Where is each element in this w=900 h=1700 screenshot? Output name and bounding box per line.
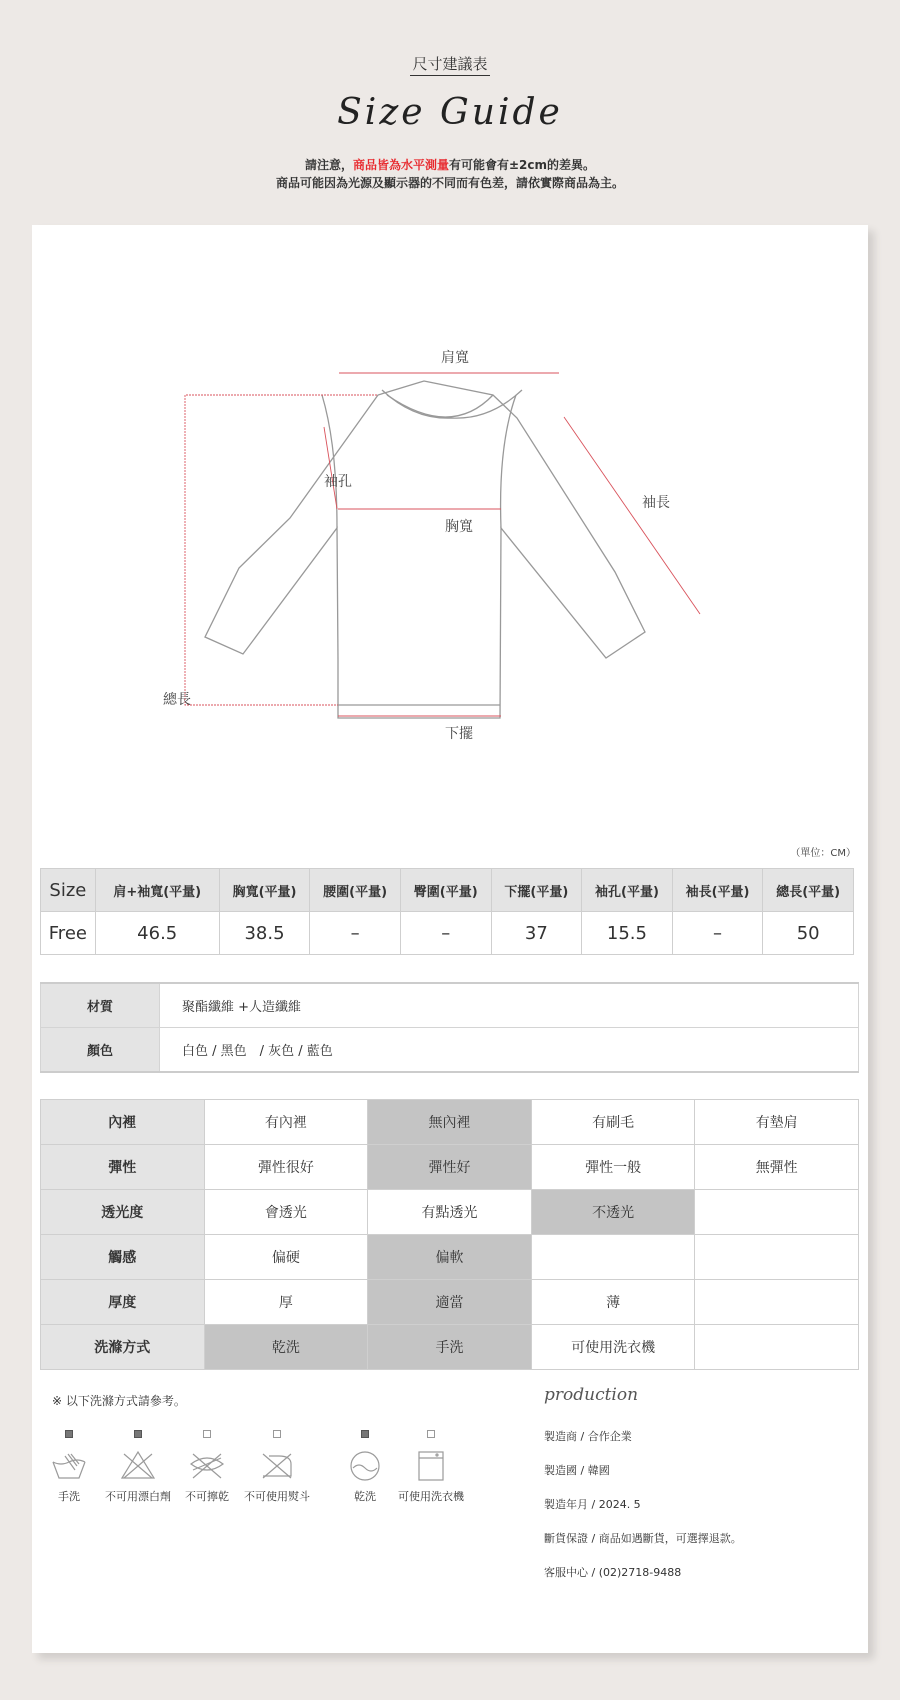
washing-label: 可使用洗衣機 xyxy=(398,1490,464,1503)
attribute-option xyxy=(695,1190,859,1235)
size-value-cell: 15.5 xyxy=(582,912,673,955)
garment-diagram xyxy=(32,225,868,785)
checkbox-icon xyxy=(427,1430,435,1438)
size-header-cell: 臀圍(平量) xyxy=(400,869,491,912)
production-line: 製造商 / 合作企業 xyxy=(544,1430,632,1443)
attribute-option-selected: 不透光 xyxy=(531,1190,695,1235)
label-chest: 胸寬 xyxy=(445,519,473,535)
sleeve-measure xyxy=(564,417,700,614)
length-measure xyxy=(185,395,377,705)
attribute-option xyxy=(531,1235,695,1280)
washing-item xyxy=(29,1430,109,1504)
attribute-label: 透光度 xyxy=(41,1190,205,1235)
measurement-notice xyxy=(0,156,900,192)
attribute-option xyxy=(695,1280,859,1325)
washing-label: 乾洗 xyxy=(354,1490,376,1503)
attribute-label: 彈性 xyxy=(41,1145,205,1190)
attribute-option-selected: 手洗 xyxy=(368,1325,532,1370)
attribute-option: 有刷毛 xyxy=(531,1100,695,1145)
unit-label: （單位：CM） xyxy=(790,848,856,859)
page-title: Size Guide xyxy=(337,92,563,133)
attribute-label: 觸感 xyxy=(41,1235,205,1280)
attribute-table xyxy=(40,1099,859,1370)
size-header-cell: 總長(平量) xyxy=(763,869,854,912)
size-header-cell: Size xyxy=(41,869,96,912)
size-guide-card xyxy=(32,225,868,1653)
attribute-option-selected: 乾洗 xyxy=(204,1325,368,1370)
attribute-option: 偏硬 xyxy=(204,1235,368,1280)
production-line: 製造國 / 韓國 xyxy=(544,1464,610,1477)
checkbox-icon xyxy=(361,1430,369,1438)
attribute-option: 厚 xyxy=(204,1280,368,1325)
size-header-cell: 袖長(平量) xyxy=(672,869,763,912)
checkbox-icon xyxy=(273,1430,281,1438)
size-value-cell: – xyxy=(400,912,491,955)
attribute-option: 彈性一般 xyxy=(531,1145,695,1190)
no-iron-icon xyxy=(257,1448,297,1482)
size-header-cell: 肩+袖寬(平量) xyxy=(95,869,219,912)
label-sleeve: 袖長 xyxy=(642,495,670,511)
washing-item xyxy=(167,1430,247,1504)
attribute-option: 會透光 xyxy=(204,1190,368,1235)
attribute-option: 有內裡 xyxy=(204,1100,368,1145)
material-table xyxy=(40,982,859,1073)
attribute-option-selected: 適當 xyxy=(368,1280,532,1325)
attribute-option: 無彈性 xyxy=(695,1145,859,1190)
washing-note: ※ 以下洗滌方式請參考。 xyxy=(52,1394,186,1408)
size-value-cell: 37 xyxy=(491,912,582,955)
attribute-label: 內裡 xyxy=(41,1100,205,1145)
hand-wash-icon xyxy=(49,1448,89,1482)
size-value-cell: 46.5 xyxy=(95,912,219,955)
color-notice: 商品可能因為光源及顯示器的不同而有色差，請依實際商品為主。 xyxy=(275,176,624,190)
attribute-option-selected: 無內裡 xyxy=(368,1100,532,1145)
table-row xyxy=(41,1028,859,1073)
checkbox-icon xyxy=(134,1430,142,1438)
production-line: 客服中心 / (02)2718-9488 xyxy=(544,1566,682,1579)
size-value-cell: Free xyxy=(41,912,96,955)
no-wring-icon xyxy=(187,1448,227,1482)
attribute-option: 有墊肩 xyxy=(695,1100,859,1145)
material-value: 聚酯纖維 +人造纖維 xyxy=(160,983,859,1028)
notice-highlight: 商品皆為水平測量 xyxy=(352,158,449,172)
size-value-cell: 50 xyxy=(763,912,854,955)
washing-label: 手洗 xyxy=(58,1490,80,1503)
sweater-outline-icon xyxy=(205,381,645,718)
label-armhole: 袖孔 xyxy=(324,474,352,490)
production-title: production xyxy=(544,1385,639,1405)
table-row xyxy=(41,1145,859,1190)
attribute-option: 可使用洗衣機 xyxy=(531,1325,695,1370)
washing-machine-icon xyxy=(411,1448,451,1482)
size-value-cell: 38.5 xyxy=(219,912,310,955)
table-row xyxy=(41,1100,859,1145)
attribute-option-selected: 偏軟 xyxy=(368,1235,532,1280)
material-label: 顏色 xyxy=(41,1028,160,1073)
table-row xyxy=(41,912,854,955)
washing-label: 不可擰乾 xyxy=(185,1490,229,1503)
dry-clean-icon xyxy=(345,1448,385,1482)
table-row xyxy=(41,983,859,1028)
attribute-label: 厚度 xyxy=(41,1280,205,1325)
washing-label: 不可使用熨斗 xyxy=(244,1490,310,1503)
notice-prefix: 請注意， xyxy=(304,158,353,172)
label-hem: 下擺 xyxy=(445,726,473,742)
table-row xyxy=(41,1325,859,1370)
size-value-cell: – xyxy=(672,912,763,955)
washing-item xyxy=(98,1430,178,1504)
label-shoulder: 肩寬 xyxy=(441,350,469,366)
attribute-option xyxy=(695,1235,859,1280)
material-label: 材質 xyxy=(41,983,160,1028)
production-line: 製造年月 / 2024. 5 xyxy=(544,1498,641,1511)
no-bleach-icon xyxy=(118,1448,158,1482)
material-value: 白色 / 黑色 / 灰色 / 藍色 xyxy=(160,1028,859,1073)
attribute-option xyxy=(695,1325,859,1370)
size-value-cell: – xyxy=(310,912,401,955)
page-subtitle: 尺寸建議表 xyxy=(0,53,900,74)
size-header-cell: 下擺(平量) xyxy=(491,869,582,912)
notice-suffix: 有可能會有±2cm的差異。 xyxy=(449,158,596,172)
attribute-option: 薄 xyxy=(531,1280,695,1325)
washing-item xyxy=(237,1430,317,1504)
washing-label: 不可用漂白劑 xyxy=(105,1490,171,1503)
table-row xyxy=(41,1235,859,1280)
size-header-cell: 胸寬(平量) xyxy=(219,869,310,912)
attribute-option: 彈性很好 xyxy=(204,1145,368,1190)
attribute-option: 有點透光 xyxy=(368,1190,532,1235)
washing-item xyxy=(391,1430,471,1504)
attribute-label: 洗滌方式 xyxy=(41,1325,205,1370)
attribute-option-selected: 彈性好 xyxy=(368,1145,532,1190)
table-row xyxy=(41,1280,859,1325)
production-line: 斷貨保證 / 商品如遇斷貨，可選擇退款。 xyxy=(544,1532,742,1545)
size-header-cell: 腰圍(平量) xyxy=(310,869,401,912)
checkbox-icon xyxy=(203,1430,211,1438)
table-row xyxy=(41,1190,859,1235)
size-header-cell: 袖孔(平量) xyxy=(582,869,673,912)
checkbox-icon xyxy=(65,1430,73,1438)
size-table xyxy=(40,868,854,955)
label-length: 總長 xyxy=(163,692,191,708)
